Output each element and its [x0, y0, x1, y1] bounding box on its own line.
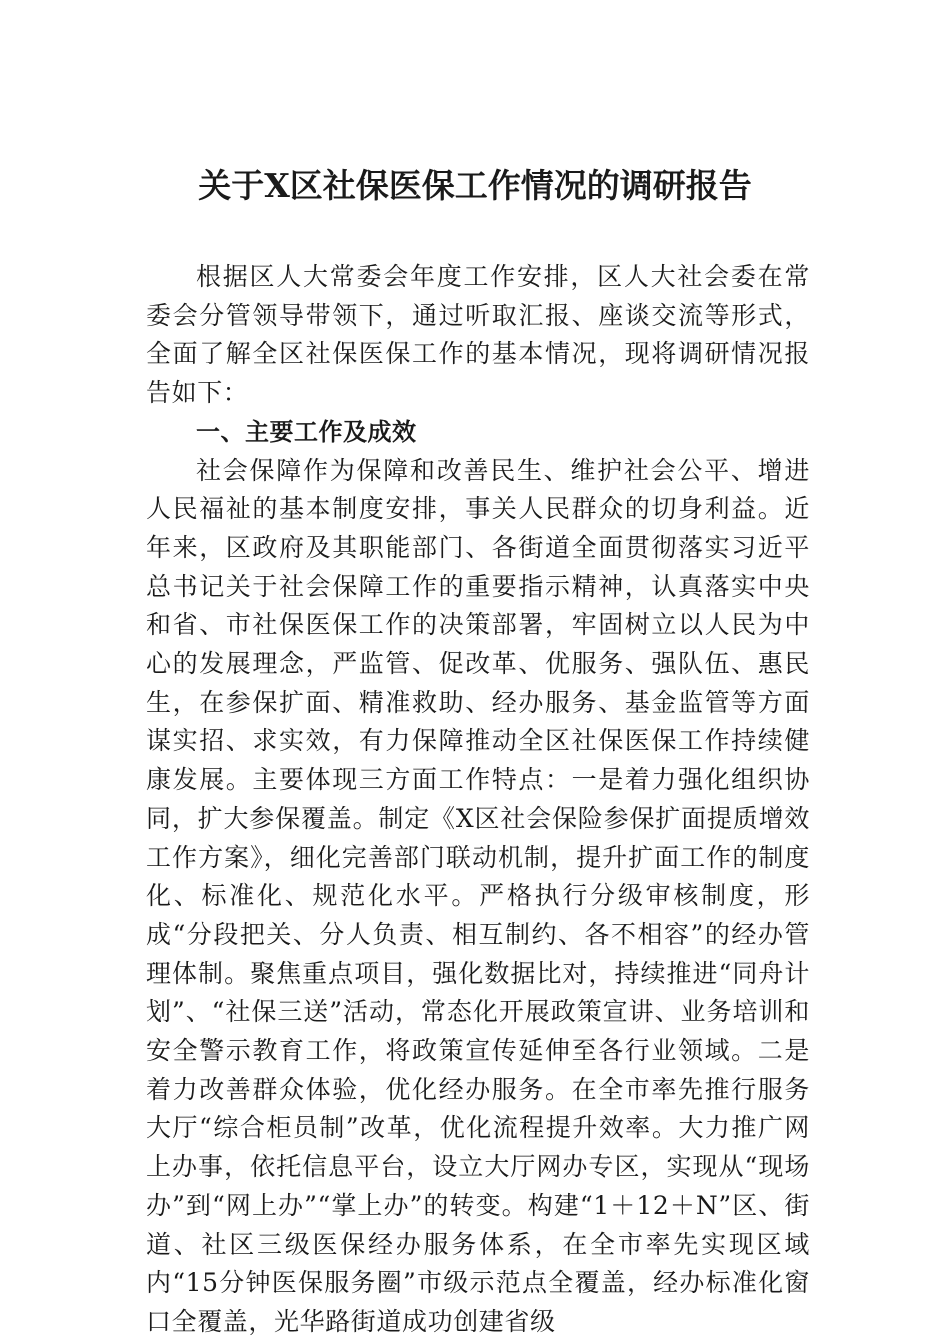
- document-title: 关于X区社保医保工作情况的调研报告: [198, 166, 752, 205]
- document-body: [146, 258, 810, 1342]
- intro-paragraph: 根据区人大常委会年度工作安排，区人大社会委在常委会分管领导带领下，通过听取汇报、座谈交流等形式，全面了解全区社保医保工作的基本情况，现将调研情况报告如下：: [146, 262, 810, 408]
- section-heading-main-work: 一、主要工作及成效: [196, 417, 417, 446]
- section-paragraph-main-work: 社会保障作为保障和改善民生、维护社会公平、增进人民福祉的基本制度安排，事关人民群众的切身利益。近年来，区政府及其职能部门、各街道全面贯彻落实习近平总书记关于社会保障工作的重要指示精神，认真落实中央和省、市社保医保工作的决策部署，牢固树立以人民为中心的发展理念，严监管、促改革、优服务、强队伍、惠民生，在参保扩面、精准救助、经办服务、基金监管等方面谋实招、求实效，有力保障推动全区社保医保工作持续健康发展。主要体现三方面工作特点：一是着力强化组织协同，扩大参保覆盖。制定《X区社会保险参保扩面提质增效工作方案》，细化完善部门联动机制，提升扩面工作的制度化、标准化、规范化水平。严格执行分级审核制度，形成“分段把关、分人负责、相互制约、各不相容”的经办管理体制。聚焦重点项目，强化数据比对，持续推进“同舟计划”、“社保三送”活动，常态化开展政策宣讲、业务培训和安全警示教育工作，将政策宣传延伸至各行业领域。二是着力改善群众体验，优化经办服务。在全市率先推行服务大厅“综合柜员制”改革，优化流程提升效率。大力推广网上办事，依托信息平台，设立大厅网办专区，实现从“现场办”到“网上办”“掌上办”的转变。构建“1＋12＋N”区、街道、社区三级医保经办服务体系，在全市率先实现区域内“15分钟医保服务圈”市级示范点全覆盖，经办标准化窗口全覆盖，光华路街道成功创建省级: [146, 455, 810, 1336]
